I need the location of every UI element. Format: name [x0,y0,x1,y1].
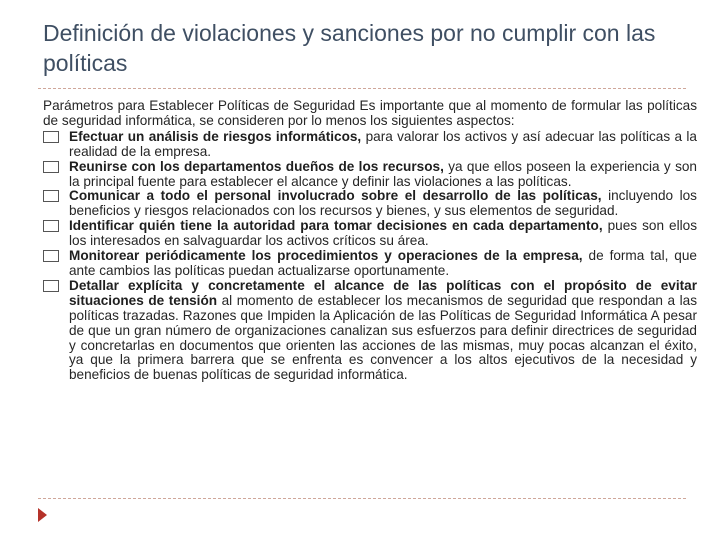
bullet-bold-text: Efectuar un análisis de riesgos informáticos, [69,128,362,144]
bullet-bold-text: Identificar quién tiene la autoridad para tomar decisiones en cada departamento, [69,218,603,234]
missing-glyph-box-icon [43,161,59,173]
slide-body [43,99,697,383]
missing-glyph-box-icon [43,280,59,292]
red-triangle-arrow-icon [38,508,47,522]
bullet-bold-text: Monitorear periódicamente los procedimientos y operaciones de la empresa, [69,248,583,264]
slide-title: Definición de violaciones y sanciones por no cumplir con las políticas [43,20,656,76]
bullet-text [69,249,697,279]
bullet-item [43,160,697,190]
top-divider [38,88,686,89]
missing-glyph-box-icon [43,190,59,202]
bullet-rest-text: de forma tal, que ante cambios las políticas puedan actualizarse oportunamente. [69,248,697,278]
bullet-text [69,279,697,383]
bullet-item [43,279,697,383]
bullet-bold-text: Detallar explícita y concretamente el alcance de las políticas con el propósito de evitar situaciones de tensión [69,277,697,308]
bullet-bold-text: Reunirse con los departamentos dueños de los recursos, [69,158,444,174]
intro-paragraph: Parámetros para Establecer Políticas de Seguridad Es importante que al momento de formular las políticas de seguridad informática, se consideren por lo menos los siguientes aspectos: [43,98,697,128]
bullet-rest-text: pues son ellos los interesados en salvaguardar los activos críticos su área. [69,218,698,249]
bullet-bold-text: Comunicar a todo el personal involucrado sobre el desarrollo de las políticas, [69,188,602,204]
bullet-item [43,130,697,160]
bullet-text [69,219,697,249]
bullet-text [69,130,697,160]
bullet-rest-text: para valorar los activos y así adecuar las políticas a la realidad de la empresa. [69,128,697,159]
bullet-item [43,189,697,219]
missing-glyph-box-icon [43,220,59,232]
missing-glyph-box-icon [43,250,59,262]
bullet-rest-text: ya que ellos poseen la experiencia y son la principal fuente para establecer el alcance y definir las violaciones a las políticas. [69,158,697,189]
bottom-divider [38,498,686,499]
bullet-item [43,219,697,249]
bullet-text [69,160,697,190]
bullet-item [43,249,697,279]
bullet-text [69,189,697,219]
bullet-rest-text: incluyendo los beneficios y riesgos relacionados con los recursos y bienes, y sus elementos de seguridad. [69,188,697,219]
missing-glyph-box-icon [43,131,59,143]
bullet-rest-text: al momento de establecer los mecanismos de seguridad que respondan a las políticas trazadas. Razones que Impiden la Aplicación de las Políticas de Seguridad Informática A pesar de que un gran número de organizaciones canalizan sus esfuerzos para definir directrices de seguridad y concretarlas en documentos que orienten las acciones de las mismas, muy pocas alcanzan el éxito, ya que la primera barrera que se enfrenta es convencer a los altos ejecutivos de la necesidad y beneficios de buenas políticas de seguridad informática. [69,292,697,383]
